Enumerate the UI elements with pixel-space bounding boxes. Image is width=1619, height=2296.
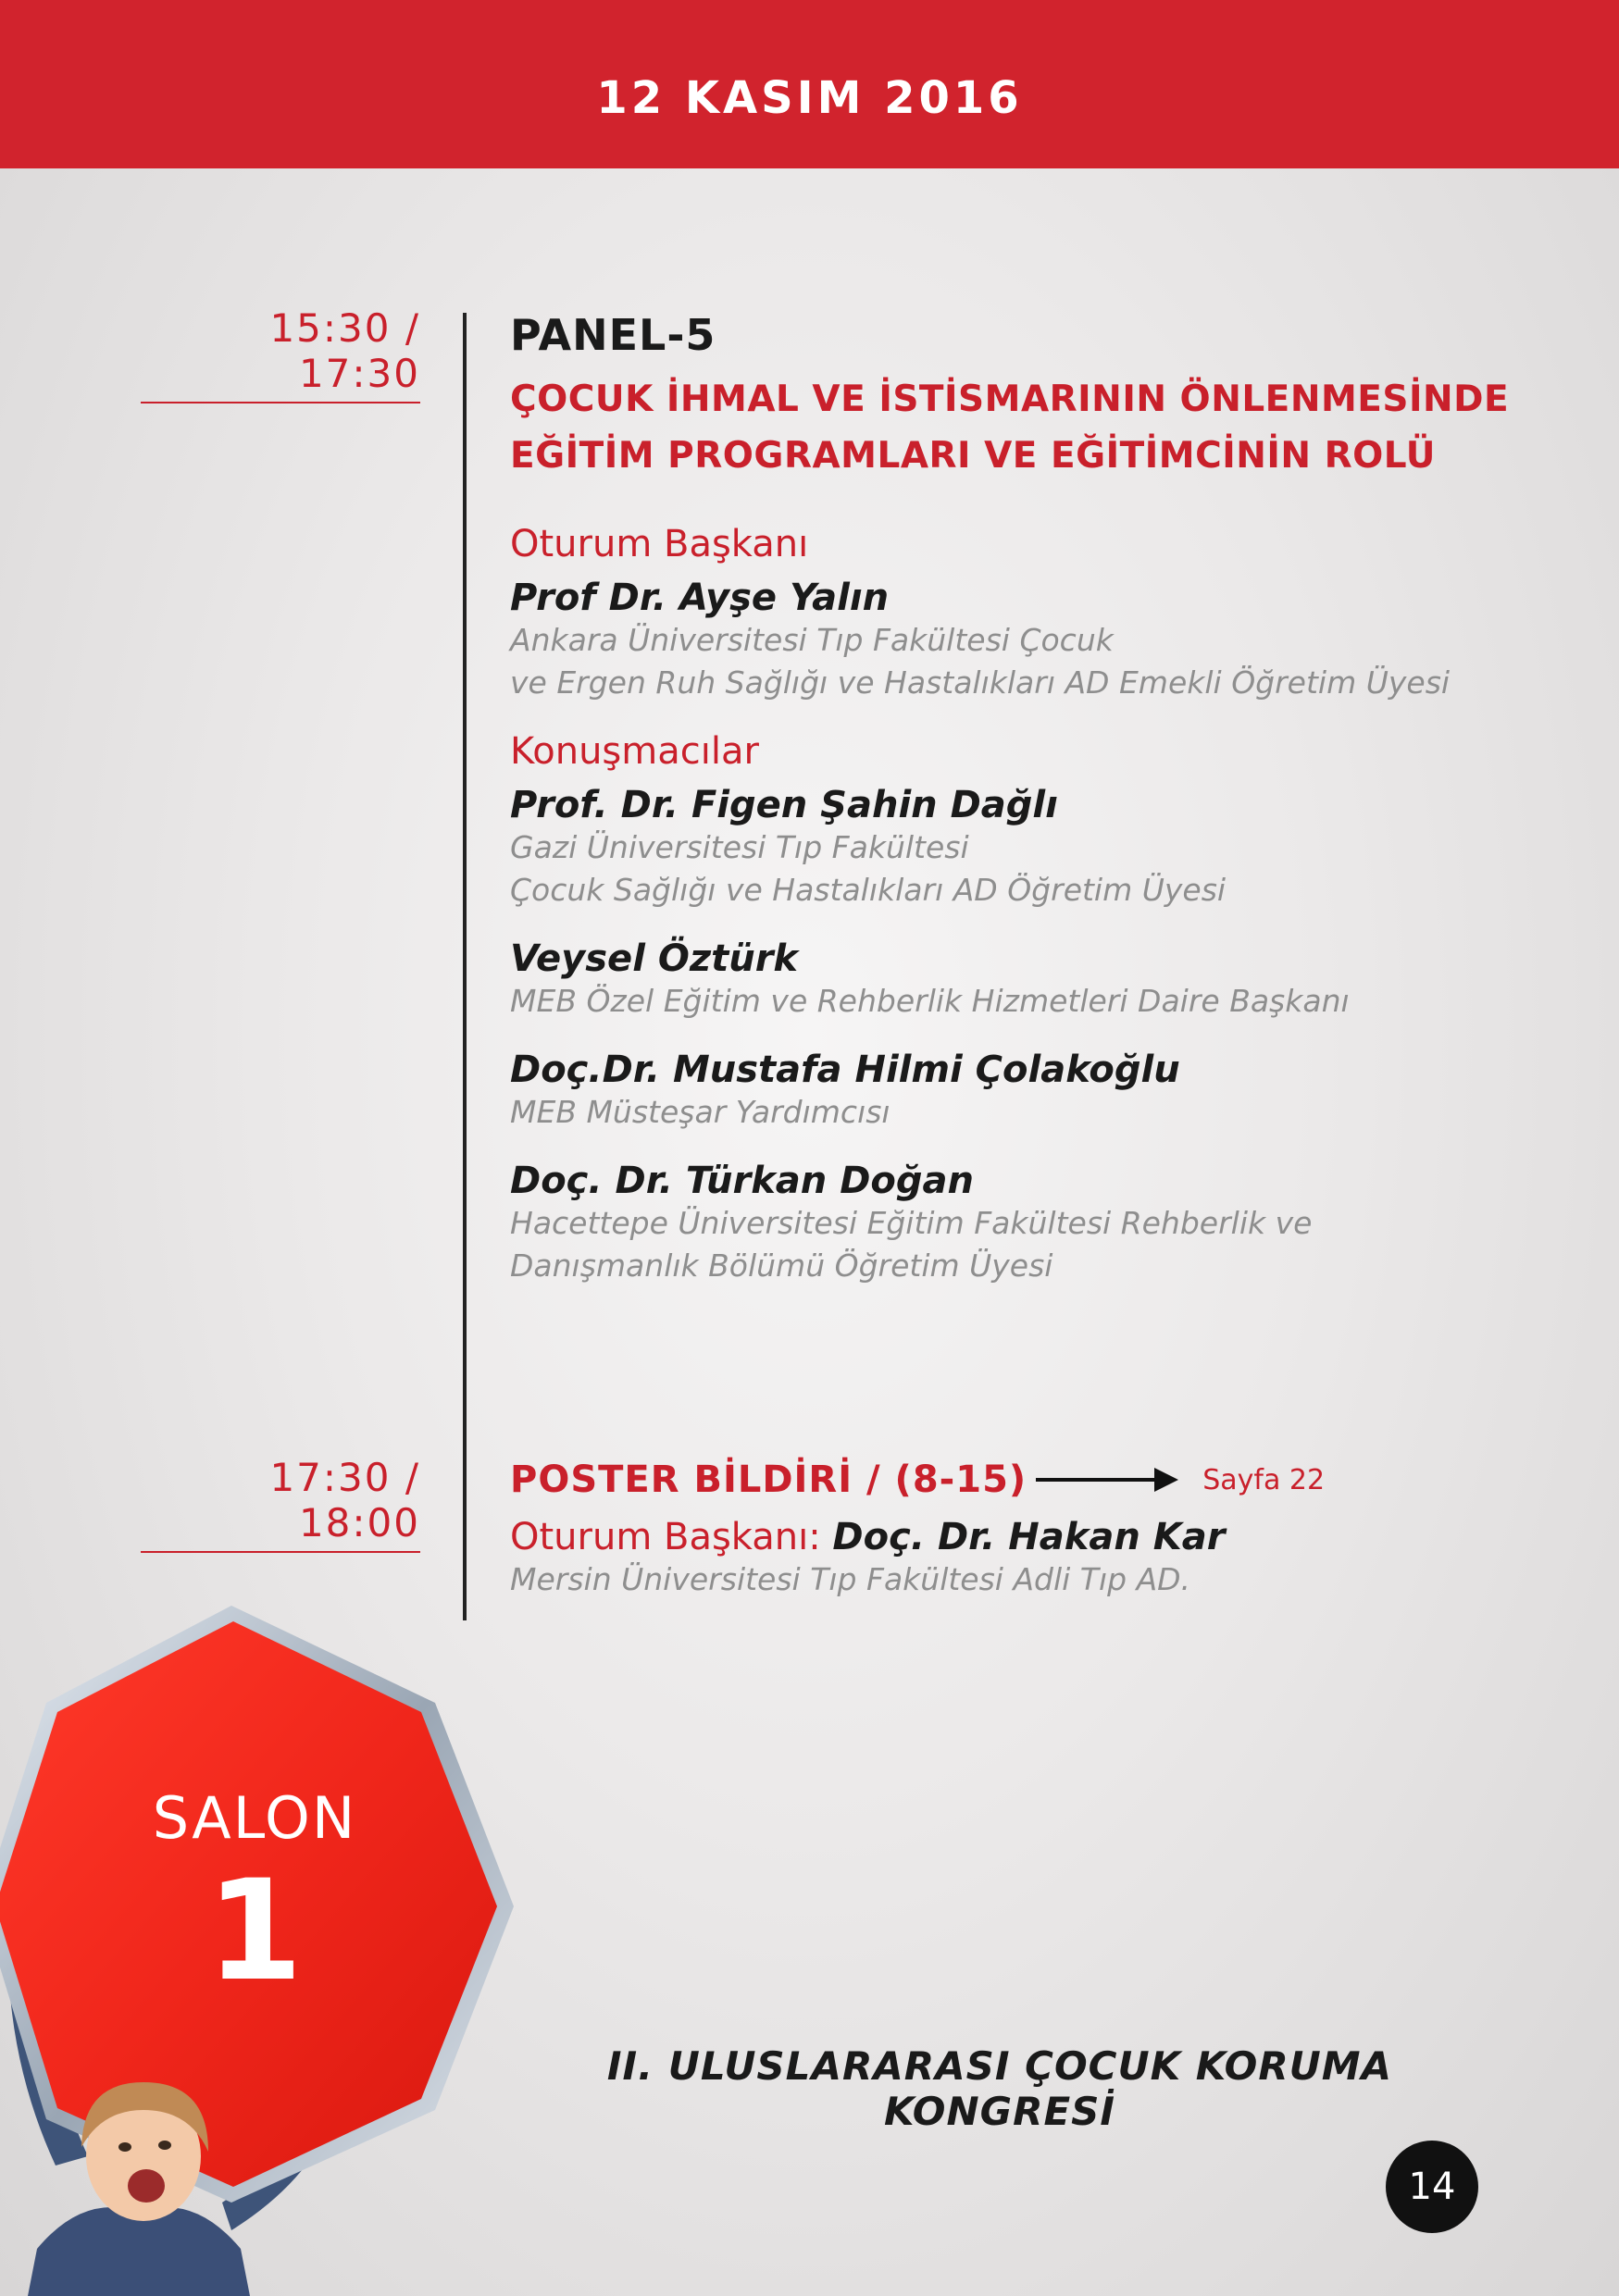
child-eye-left bbox=[118, 2142, 131, 2152]
header-bar bbox=[0, 0, 1619, 168]
speaker-name: Doç.Dr. Mustafa Hilmi Çolakoğlu bbox=[510, 1049, 1180, 1091]
speaker-entry bbox=[510, 937, 1509, 1023]
chair-label: Oturum Başkanı bbox=[510, 523, 809, 565]
speaker-affil-line1: MEB Özel Eğitim ve Rehberlik Hizmetleri Daire Başkanı bbox=[510, 983, 1350, 1019]
speaker-name: Prof. Dr. Figen Şahin Dağlı bbox=[510, 784, 1058, 826]
panel-subtitle-line2: EĞİTİM PROGRAMLARI VE EĞİTİMCİNİN ROLÜ bbox=[510, 435, 1436, 477]
speaker-affil-line1: Hacettepe Üniversitesi Eğitim Fakültesi Rehberlik ve bbox=[510, 1205, 1313, 1241]
speaker-entry bbox=[510, 1160, 1509, 1287]
session2-content bbox=[510, 1458, 1325, 1601]
speaker-affil-line2: Çocuk Sağlığı ve Hastalıkları AD Öğretim Üyesi bbox=[510, 872, 1227, 908]
poster-chair-label: Oturum Başkanı: bbox=[510, 1516, 821, 1558]
chair-affil-line2: ve Ergen Ruh Sağlığı ve Hastalıkları AD Emekli Öğretim Üyesi bbox=[510, 664, 1451, 701]
poster-title: POSTER BİLDİRİ / (8-15) bbox=[510, 1458, 1027, 1501]
salon-label: SALON bbox=[152, 1784, 357, 1852]
speaker-affil-line1: MEB Müsteşar Yardımcısı bbox=[510, 1094, 890, 1130]
page-reference: Sayfa 22 bbox=[1202, 1463, 1326, 1496]
chair-name: Prof Dr. Ayşe Yalın bbox=[510, 577, 890, 619]
poster-row bbox=[510, 1458, 1325, 1501]
speaker-entry bbox=[510, 784, 1509, 912]
chair-affil-line1: Ankara Üniversitesi Tıp Fakültesi Çocuk bbox=[510, 622, 1114, 658]
speakers-label: Konuşmacılar bbox=[510, 730, 759, 773]
panel-subtitle-line1: ÇOCUK İHMAL VE İSTİSMARININ ÖNLENMESİNDE bbox=[510, 379, 1510, 420]
arrow-right-icon bbox=[1036, 1478, 1175, 1482]
poster-chair-name: Doç. Dr. Hakan Kar bbox=[832, 1516, 1226, 1558]
speaker-entry bbox=[510, 1049, 1509, 1134]
child-eye-right bbox=[158, 2141, 171, 2150]
page-number: 14 bbox=[1386, 2141, 1478, 2233]
congress-title: II. ULUSLARARASI ÇOCUK KORUMA KONGRESİ bbox=[606, 2043, 1393, 2134]
child-mouth bbox=[128, 2169, 165, 2203]
session2-time: 17:30 / 18:00 bbox=[141, 1455, 420, 1553]
speaker-affil-line1: Gazi Üniversitesi Tıp Fakültesi bbox=[510, 829, 969, 865]
poster-chair-affil: Mersin Üniversitesi Tıp Fakültesi Adli Tıp AD. bbox=[510, 1561, 1191, 1597]
session1-content bbox=[510, 310, 1509, 1287]
timeline-divider bbox=[463, 313, 467, 1620]
panel-title: PANEL-5 bbox=[510, 310, 716, 360]
session1-time: 15:30 / 17:30 bbox=[141, 305, 420, 403]
poster-chair-row bbox=[510, 1516, 1325, 1558]
speaker-affil-line2: Danışmanlık Bölümü Öğretim Üyesi bbox=[510, 1247, 1053, 1284]
speaker-name: Doç. Dr. Türkan Doğan bbox=[510, 1160, 974, 1202]
header-date: 12 KASIM 2016 bbox=[596, 72, 1023, 124]
speaker-name: Veysel Öztürk bbox=[510, 937, 799, 980]
salon-number: 1 bbox=[205, 1851, 304, 2012]
